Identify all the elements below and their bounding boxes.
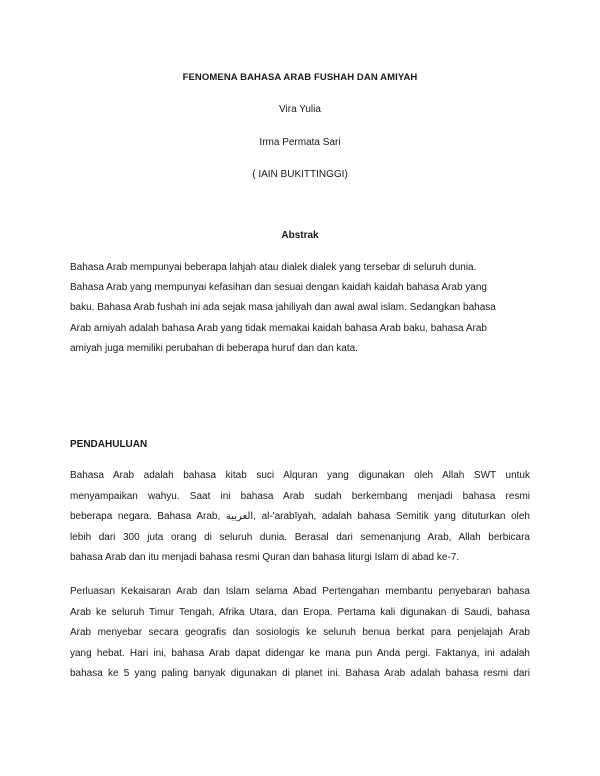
abstract-line: Bahasa Arab mempunyai beberapa lahjah atau dialek dialek yang tersebar di seluruh dunia. xyxy=(70,262,477,273)
abstract-line: Arab amiyah adalah bahasa Arab yang tidak memakai kaidah bahasa Arab baku, bahasa Arab xyxy=(70,322,487,334)
paragraph-line: Bahasa Arab adalah bahasa kitab suci Alquran yang digunakan oleh Allah SWT untuk xyxy=(70,470,530,481)
author-name-2: Irma Permata Sari xyxy=(259,137,341,148)
abstract-line: baku. Bahasa Arab fushah ini ada sejak masa jahiliyah dan awal awal islam. Sedangkan bahasa xyxy=(70,302,496,314)
paragraph-line: yang hebat. Hari ini, bahasa Arab dapat didengar ke mana pun Anda pergi. Faktanya, ini adalah xyxy=(70,647,530,659)
paragraph-line: beberapa negara. Bahasa Arab, العربية, al-'arabīyah, adalah bahasa Semitik yang dituturkan oleh xyxy=(70,511,530,523)
abstract-line: amiyah juga memiliki perubahan di beberapa huruf dan dan kata. xyxy=(70,342,358,354)
paragraph-line: Arab ke seluruh Timur Tengah, Afrika Utara, dan Eropa. Pertama kali digunakan di Saudi, bahasa xyxy=(70,606,530,618)
introduction-paragraph-1 xyxy=(70,466,530,569)
paragraph-line: lebih dari 300 juta orang di seluruh dunia. Berasal dari semenanjung Arab, Allah berbicara xyxy=(70,531,530,543)
paragraph-line: Arab menyebar secara geografis dan sosiologis ke seluruh benua berkat para penjelajah Arab xyxy=(70,627,530,639)
paragraph-line: bahasa ke 5 yang paling banyak digunakan di planet ini. Bahasa Arab adalah bahasa resmi dari xyxy=(70,668,530,680)
author-affiliation: ( IAIN BUKITTINGGI) xyxy=(252,169,348,180)
paragraph-line: menyampaikan wahyu. Saat ini bahasa Arab sudah berkembang menjadi bahasa resmi xyxy=(70,490,530,502)
paper-title: FENOMENA BAHASA ARAB FUSHAH DAN AMIYAH xyxy=(182,72,418,83)
paragraph-line: bahasa Arab dan itu menjadi bahasa resmi Quran dan bahasa liturgi Islam di abad ke-7. xyxy=(70,552,460,564)
author-name-1: Vira Yulia xyxy=(279,104,321,115)
paragraph-line: Perluasan Kekaisaran Arab dan Islam selama Abad Pertengahan membantu penyebaran bahasa xyxy=(70,586,530,597)
section-heading-introduction: PENDAHULUAN xyxy=(70,439,148,450)
abstract-line: Bahasa Arab yang mempunyai kefasihan dan sesuai dengan kaidah kaidah bahasa Arab yang xyxy=(70,282,487,294)
abstract-heading: Abstrak xyxy=(281,230,319,241)
abstract-body xyxy=(70,258,525,359)
introduction-paragraph-2 xyxy=(70,582,530,685)
